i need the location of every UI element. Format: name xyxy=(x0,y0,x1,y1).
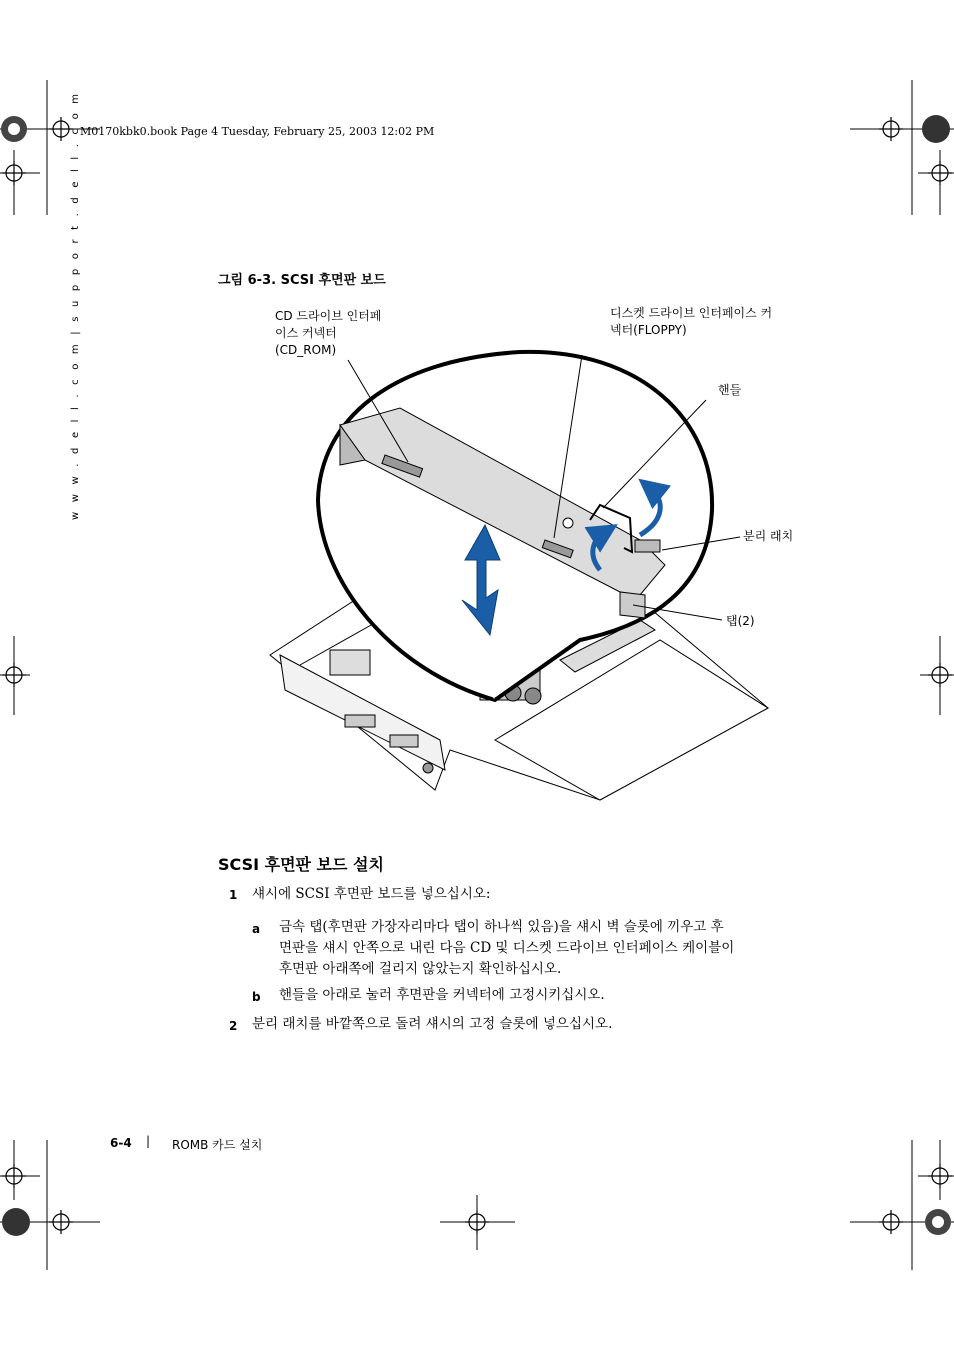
callout-cd-line: CD 드라이브 인터페 xyxy=(275,309,382,323)
sidebar-url: w w w . d e l l . c o m | s u p p o r t . d e l l . c o m xyxy=(70,90,81,520)
print-header: M0170kbk0.book Page 4 Tuesday, February 25, 2003 12:02 PM xyxy=(80,125,435,138)
step-line: 후면판 아래쪽에 걸리지 않았는지 확인하십시오. xyxy=(279,961,562,977)
callout-floppy-line: 디스켓 드라이브 인터페이스 커 xyxy=(610,306,773,320)
step-text xyxy=(252,884,490,905)
callout-tabs: 탭(2) xyxy=(726,614,755,628)
callout-release-latch: 분리 래치 xyxy=(743,529,794,543)
callout-floppy-line: 넥터(FLOPPY) xyxy=(610,323,687,337)
callout-floppy-connector xyxy=(610,305,772,339)
step-number: a xyxy=(252,922,261,936)
callout-cd-connector xyxy=(275,308,381,359)
footer-page-number: 6-4 xyxy=(110,1136,132,1150)
step-text xyxy=(252,1014,612,1035)
step-text xyxy=(279,985,605,1006)
figure-caption: 그림 6-3. SCSI 후면판 보드 xyxy=(218,273,386,288)
step-number: 1 xyxy=(229,888,238,902)
step-line: 금속 탭(후면판 가장자리마다 탭이 하나씩 있음)을 섀시 벽 슬롯에 끼우고 후 xyxy=(279,919,724,935)
section-title: SCSI 후면판 보드 설치 xyxy=(218,855,384,874)
step-number: 2 xyxy=(229,1019,238,1033)
callout-cd-line: 이스 커넥터 xyxy=(275,326,337,340)
step-line: 분리 래치를 바깥쪽으로 돌려 섀시의 고정 슬롯에 넣으십시오. xyxy=(252,1016,613,1032)
step-number: b xyxy=(252,990,261,1004)
footer-chapter-title: ROMB 카드 설치 xyxy=(172,1138,263,1152)
callout-cd-line: (CD_ROM) xyxy=(275,343,337,357)
step-line: 면판을 섀시 안쪽으로 내린 다음 CD 및 디스켓 드라이브 인터페이스 케이블이 xyxy=(279,940,735,956)
footer-separator: | xyxy=(146,1134,151,1148)
step-line: 섀시에 SCSI 후면판 보드를 넣으십시오: xyxy=(252,886,491,902)
callout-handle: 핸들 xyxy=(718,383,742,397)
step-text xyxy=(279,917,734,980)
step-line: 핸들을 아래로 눌러 후면판을 커넥터에 고정시키십시오. xyxy=(279,987,605,1003)
